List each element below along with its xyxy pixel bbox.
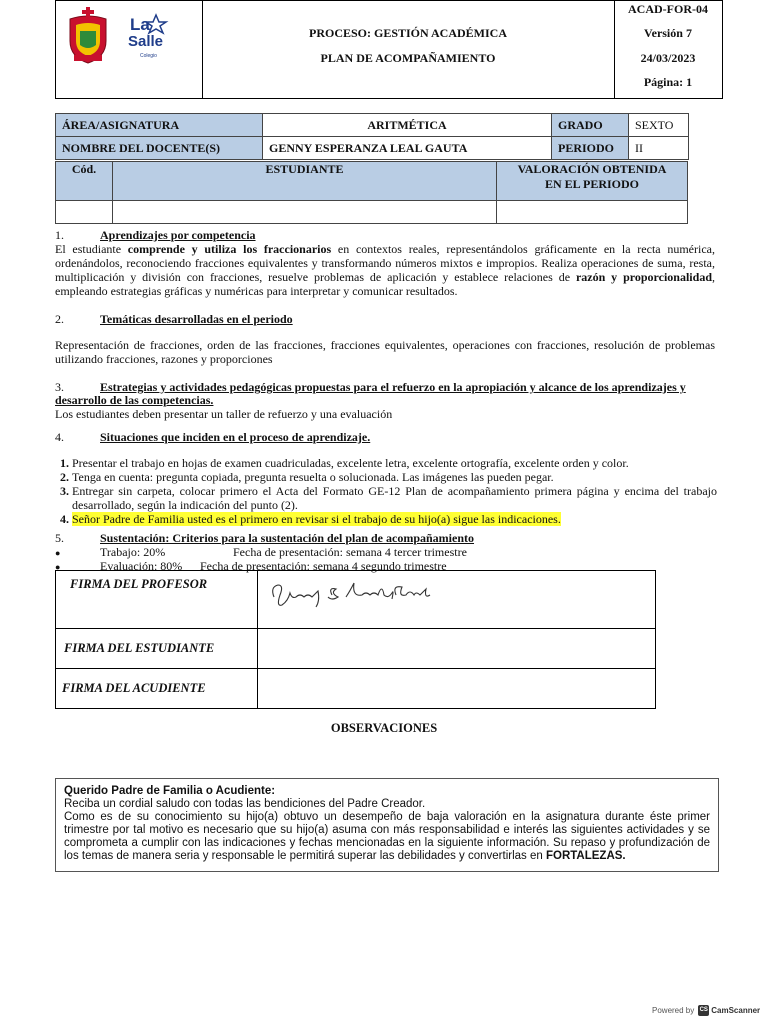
cod-label: Cód. — [56, 162, 113, 201]
cod-cell[interactable] — [56, 201, 113, 224]
section-4-list — [60, 456, 717, 526]
observaciones-body-text: Como es de su conocimiento su hijo(a) obtuvo un desempeño de baja valoración en la asignatura durante éste primer trimestre por tal motivo es necesario que su hijo(a) asuma con más responsabilidad e interés las siguientes actividades y se comprometa a cumplir con las indicaciones y fechas mencionadas en la siguiente información. Su repaso y profundización de los temas de manera seria y responsable le permitirá superar las debilidades y convertirlas en — [64, 811, 710, 862]
camscanner-icon: CS — [698, 1005, 709, 1016]
section-5-heading — [55, 531, 475, 546]
highlighted-item-text: Señor Padre de Familia usted es el primero en revisar si el trabajo de su hijo(a) sigue las indicaciones. — [72, 512, 561, 526]
section-5-number: 5. — [55, 531, 64, 545]
bullet-icon: ● — [55, 562, 61, 572]
logo-small-text: Colegio — [140, 53, 157, 59]
list-item-number: 3. — [60, 484, 69, 498]
document-version: Versión 7 — [644, 26, 692, 40]
estudiante-label: ESTUDIANTE — [113, 162, 497, 201]
valoracion-label-1: VALORACIÓN OBTENIDA — [517, 162, 667, 176]
logo-area — [56, 1, 203, 98]
bullet-b: Fecha de presentación: semana 4 segundo trimestre — [200, 559, 447, 573]
section-1-heading — [55, 228, 256, 243]
section-4-number: 4. — [55, 430, 64, 444]
section-3-heading-2 — [55, 393, 213, 408]
grado-value: SEXTO — [629, 114, 689, 137]
logo-salle-text: Salle — [128, 33, 164, 50]
s1-text-a: El estudiante — [55, 242, 128, 256]
professor-signature-text: Genny E. Leal Gauta — [266, 610, 275, 611]
periodo-label: PERIODO — [552, 137, 629, 160]
observaciones-body — [64, 811, 710, 863]
section-4-heading — [55, 430, 371, 445]
document-date: 24/03/2023 — [640, 51, 696, 65]
s1-text-c: en contextos reales, representándolos gráficamente en la recta numérica, ordenándolos, reconociendo fracciones equivalentes y transformando números mixtos e impropios. Realiza operaciones de suma, resta, multiplicación y división con fracciones, resuelve problemas de aplicación y establece relaciones de — [55, 242, 715, 284]
section-5-bullets — [55, 545, 655, 573]
section-1-number: 1. — [55, 228, 64, 242]
observaciones-title: OBSERVACIONES — [330, 721, 438, 735]
list-item-text: Presentar el trabajo en hojas de examen cuadriculadas, excelente letra, excelente ortografía, excelente orden y color. — [72, 456, 629, 470]
section-2-heading — [55, 312, 293, 327]
camscanner-brand: CamScanner — [711, 1006, 761, 1015]
section-4-title: Situaciones que inciden en el proceso de aprendizaje. — [100, 430, 371, 444]
estudiante-cell[interactable] — [113, 201, 497, 224]
camscanner-watermark — [652, 1005, 760, 1016]
document-header — [55, 0, 723, 99]
area-label: ÁREA/ASIGNATURA — [56, 114, 263, 137]
area-value: ARITMÉTICA — [263, 114, 552, 137]
bullet-a: Evaluación: 80% — [100, 559, 183, 573]
page-number: Página: 1 — [643, 75, 693, 89]
s1-text-d: razón y proporcionalidad — [575, 270, 712, 284]
list-item-text: Entregar sin carpeta, colocar primero el Acta del Formato GE-12 Plan de acompañamiento primera página y encima del trabajo desarrollado, según la indicación del punto (2). — [72, 484, 717, 512]
list-item-number: 2. — [60, 470, 69, 484]
list-item — [60, 484, 717, 512]
header-meta-cell — [614, 1, 722, 98]
firma-acudiente-cell[interactable] — [258, 669, 656, 709]
powered-by-text: Powered by — [652, 1006, 695, 1015]
section-5-title: Sustentación: Criterios para la sustentación del plan de acompañamiento — [100, 531, 475, 545]
section-3-title-1: Estrategias y actividades pedagógicas propuestas para el refuerzo en la apropiación y alcance de los aprendizajes y — [100, 380, 686, 394]
plan-title: PLAN DE ACOMPAÑAMIENTO — [320, 51, 496, 65]
list-item-number: 4. — [60, 512, 69, 526]
bullet-b: Fecha de presentación: semana 4 tercer trimestre — [233, 545, 467, 559]
section-1-text — [55, 242, 715, 298]
list-item — [60, 512, 717, 526]
docente-label: NOMBRE DEL DOCENTE(S) — [56, 137, 263, 160]
grado-label: GRADO — [552, 114, 629, 137]
list-item-number: 1. — [60, 456, 69, 470]
section-3-title-2: desarrollo de las competencias. — [55, 393, 214, 407]
bullet-a: Trabajo: 20% — [100, 545, 166, 559]
header-title-cell — [202, 1, 615, 98]
section-3-text: Los estudiantes deben presentar un taller de refuerzo y una evaluación — [55, 407, 393, 421]
signature-table — [55, 570, 656, 709]
s1-text-b: comprende y utiliza los fraccionarios — [127, 242, 332, 256]
section-2-title: Temáticas desarrolladas en el periodo — [100, 312, 293, 326]
section-2-text: Representación de fracciones, orden de las fracciones, fracciones equivalentes, operaciones con fracciones, resolución de problemas utilizando fracciones, razones y proporciones — [55, 338, 715, 366]
professor-signature-image — [266, 577, 436, 611]
valoracion-label — [497, 162, 688, 201]
firma-profesor-cell[interactable] — [258, 571, 656, 629]
info-table — [55, 113, 689, 160]
observaciones-box — [55, 778, 719, 872]
s1-text-e: , empleando estrategias gráficas y numéricas para interpretar y comunicar resultados. — [55, 270, 715, 298]
list-item — [60, 456, 717, 470]
list-item-text: Tenga en cuenta: pregunta copiada, pregunta resuelta o solucionada. Las imágenes las pueden pegar. — [72, 470, 554, 484]
document-code: ACAD-FOR-04 — [628, 2, 708, 16]
firma-acudiente-label: FIRMA DEL ACUDIENTE — [56, 669, 258, 709]
student-table — [55, 161, 688, 224]
section-1-title: Aprendizajes por competencia — [100, 228, 256, 242]
firma-estudiante-cell[interactable] — [258, 629, 656, 669]
section-3-number: 3. — [55, 380, 64, 394]
bullet-item — [55, 545, 655, 559]
process-title: PROCESO: GESTIÓN ACADÉMICA — [308, 26, 508, 40]
section-2-number: 2. — [55, 312, 64, 326]
logo-la-text: La — [130, 15, 150, 34]
firma-estudiante-label: FIRMA DEL ESTUDIANTE — [56, 629, 258, 669]
greeting-line: Reciba un cordial saludo con todas las bendiciones del Padre Creador. — [64, 798, 426, 810]
bullet-icon: ● — [55, 548, 61, 558]
firma-profesor-label: FIRMA DEL PROFESOR — [56, 571, 258, 629]
greeting: Querido Padre de Familia o Acudiente: — [64, 785, 276, 797]
periodo-value: II — [629, 137, 689, 160]
docente-value: GENNY ESPERANZA LEAL GAUTA — [263, 137, 552, 160]
valoracion-label-2: EN EL PERIODO — [544, 177, 640, 191]
list-item — [60, 470, 717, 484]
observaciones-body-bold: FORTALEZAS. — [545, 850, 626, 862]
valoracion-cell[interactable] — [497, 201, 688, 224]
